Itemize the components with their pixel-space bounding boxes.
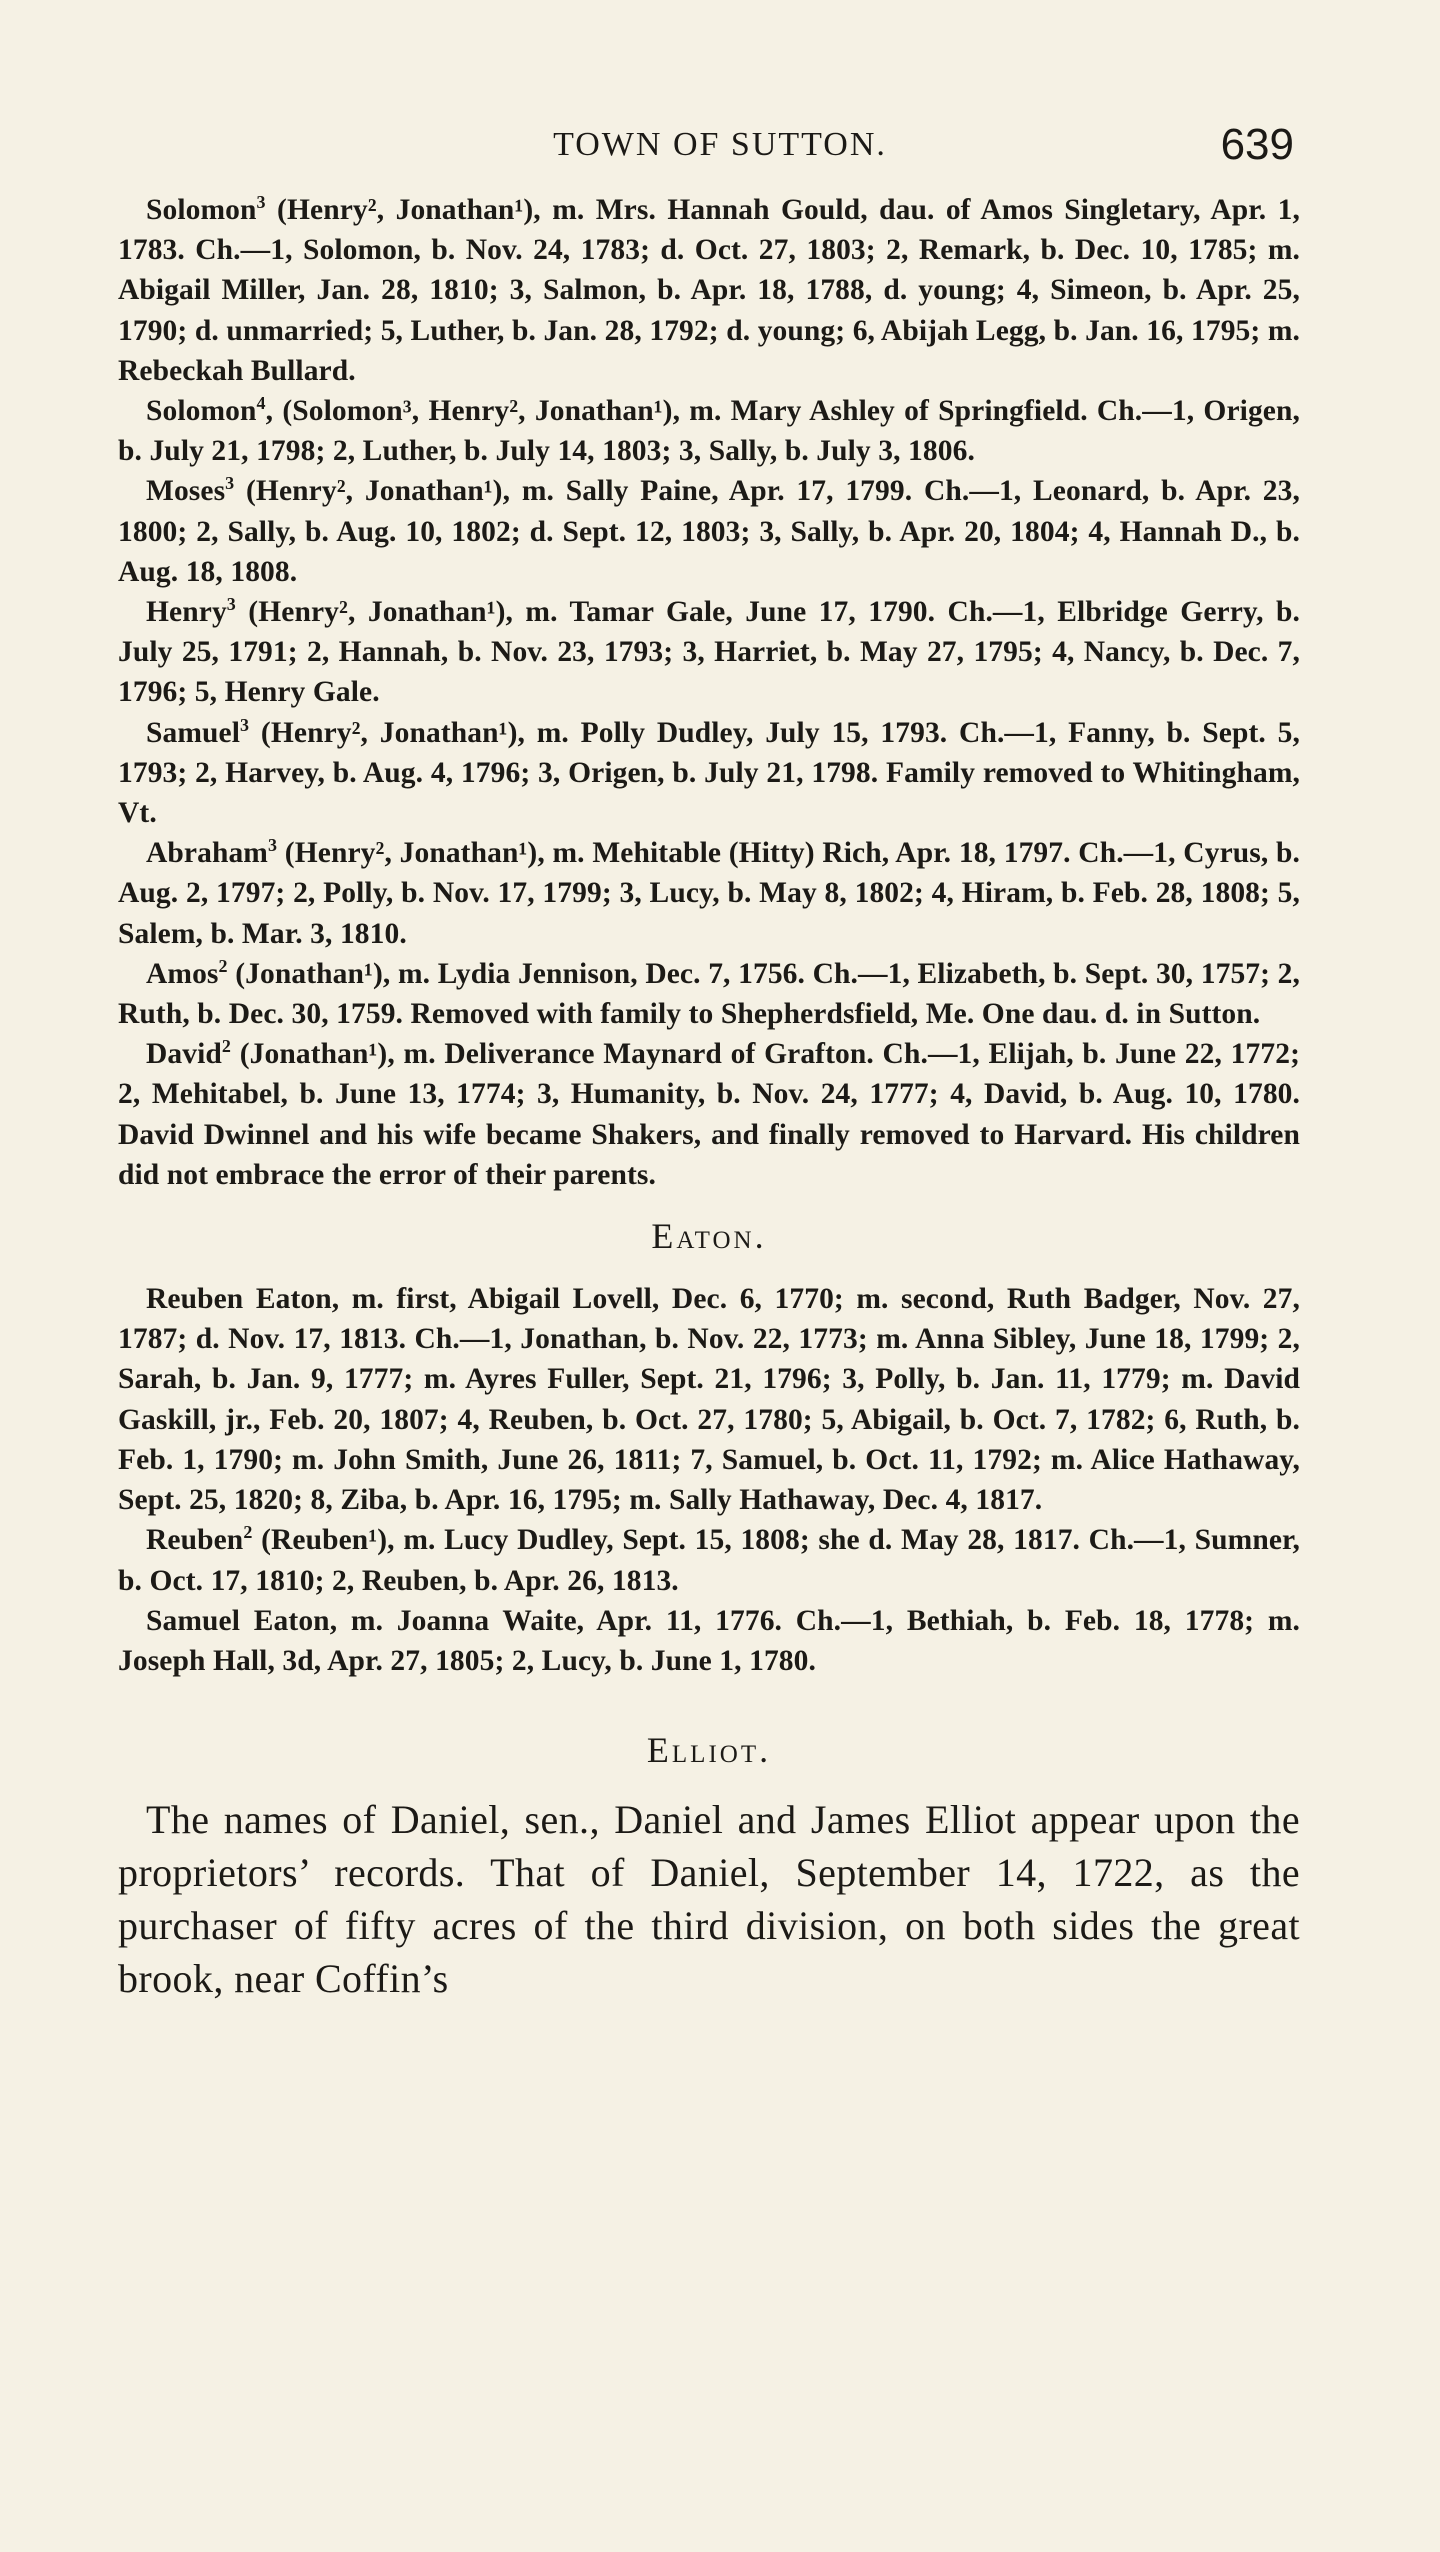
entry-name: Amos <box>146 957 219 990</box>
entry-text: , m. first, Abigail Lovell, Dec. 6, 1770; m. second, Ruth Badger, Nov. 27, 1787; d. Nov. 17, 1813. Ch.—1, Jonathan, b. Nov. 22, 1773; m. Anna Sibley, June 18, 1799; 2, Sarah, b. Jan. 9, 1777; m. Ayres Fuller, Sept. 21, 1796; 3, Polly, b. Jan. 11, 1779; m. David Gaskill, jr., Feb. 20, 1807; 4, Reuben, b. Oct. 27, 1780; 5, Abigail, b. Oct. 7, 1782; 6, Ruth, b. Feb. 1, 1790; m. John Smith, June 26, 1811; 7, Samuel, b. Oct. 11, 1792; m. Alice Hathaway, Sept. 25, 1820; 8, Ziba, b. Apr. 16, 1795; m. Sally Hathaway, Dec. 4, 1817. <box>118 1283 1300 1517</box>
page-body <box>118 190 1300 2005</box>
entry-name: Reuben Eaton <box>146 1283 332 1316</box>
entry-name: Reuben <box>146 1524 244 1557</box>
entry-name: Solomon <box>146 395 257 428</box>
genealogy-entry <box>118 954 1300 1034</box>
genealogy-entry <box>118 1601 1300 1681</box>
entry-name: David <box>146 1038 222 1071</box>
entry-name: Samuel <box>146 716 241 749</box>
page-header-title: TOWN OF SUTTON. <box>553 126 887 163</box>
genealogy-entry <box>118 713 1300 834</box>
entry-text: (Jonathan¹), m. Deliverance Maynard of Grafton. Ch.—1, Elijah, b. June 22, 1772; 2, Mehitabel, b. June 13, 1774; 3, Humanity, b. Nov. 24, 1777; 4, David, b. Aug. 10, 1780. David Dwinnel and his wife became Shakers, and finally removed to Harvard. His children did not embrace the error of their parents. <box>118 1038 1300 1191</box>
genealogy-entry <box>118 391 1300 471</box>
generation-number: 4 <box>256 393 266 414</box>
generation-number: 3 <box>226 594 236 615</box>
genealogy-entry <box>118 1034 1300 1195</box>
entry-text: (Henry², Jonathan¹), m. Polly Dudley, July 15, 1793. Ch.—1, Fanny, b. Sept. 5, 1793; 2, Harvey, b. Aug. 4, 1796; 3, Origen, b. July 21, 1798. Family removed to Whitingham, Vt. <box>118 716 1300 830</box>
entry-text: (Reuben¹), m. Lucy Dudley, Sept. 15, 1808; she d. May 28, 1817. Ch.—1, Sumner, b. Oct. 17, 1810; 2, Reuben, b. Apr. 26, 1813. <box>118 1524 1300 1597</box>
page-number: 639 <box>1220 120 1294 169</box>
entry-text: (Jonathan¹), m. Lydia Jennison, Dec. 7, 1756. Ch.—1, Elizabeth, b. Sept. 30, 1757; 2, Ruth, b. Dec. 30, 1759. Removed with family to Shepherdsfield, Me. One dau. d. in Sutton. <box>118 957 1300 1031</box>
genealogy-entry <box>118 190 1300 391</box>
generation-number: 3 <box>240 714 250 735</box>
entry-text: , m. Joanna Waite, Apr. 11, 1776. Ch.—1, Bethiah, b. Feb. 18, 1778; m. Joseph Hall, 3d, Apr. 27, 1805; 2, Lucy, b. June 1, 1780. <box>118 1604 1300 1677</box>
entry-text: , (Solomon³, Henry², Jonathan¹), m. Mary Ashley of Springfield. Ch.—1, Origen, b. July 21, 1798; 2, Luther, b. July 14, 1803; 3, Sally, b. July 3, 1806. <box>118 395 1300 468</box>
entry-text: (Henry², Jonathan¹), m. Tamar Gale, June 17, 1790. Ch.—1, Elbridge Gerry, b. July 25, 1791; 2, Hannah, b. Nov. 23, 1793; 3, Harriet, b. May 27, 1795; 4, Nancy, b. Dec. 7, 1796; 5, Henry Gale. <box>118 596 1300 709</box>
entry-text: (Henry², Jonathan¹), m. Mrs. Hannah Gould, dau. of Amos Singletary, Apr. 1, 1783. Ch.—1, Solomon, b. Nov. 24, 1783; d. Oct. 27, 1803; 2, Remark, b. Dec. 10, 1785; m. Abigail Miller, Jan. 28, 1810; 3, Salmon, b. Apr. 18, 1788, d. young; 4, Simeon, b. Apr. 25, 1790; d. unmarried; 5, Luther, b. Jan. 28, 1792; d. young; 6, Abijah Legg, b. Jan. 16, 1795; m. Rebeckah Bullard. <box>118 194 1300 387</box>
section-heading-elliot: Elliot. <box>646 1730 772 1771</box>
genealogy-entry <box>118 592 1300 713</box>
generation-number: 2 <box>243 1522 253 1543</box>
generation-number: 2 <box>221 1036 232 1057</box>
entry-name: Abraham <box>146 837 268 870</box>
generation-number: 3 <box>256 192 266 213</box>
generation-number: 3 <box>267 835 278 856</box>
entry-name: Samuel Eaton <box>146 1604 330 1637</box>
genealogy-entry <box>118 471 1300 592</box>
genealogy-entry <box>118 833 1300 954</box>
generation-number: 3 <box>225 473 235 494</box>
narrative-paragraph: The names of Daniel, sen., Daniel and James Elliot appear upon the proprietors’ records. That of Daniel, September 14, 1722, as the purchaser of fifty acres of the third division, on both sides the great brook, near Coffin’s <box>118 1797 1300 2002</box>
generation-number: 2 <box>218 956 228 977</box>
genealogy-entry <box>118 1279 1300 1520</box>
entry-text: (Henry², Jonathan¹), m. Sally Paine, Apr. 17, 1799. Ch.—1, Leonard, b. Apr. 23, 1800; 2, Sally, b. Aug. 10, 1802; d. Sept. 12, 1803; 3, Sally, b. Apr. 20, 1804; 4, Hannah D., b. Aug. 18, 1808. <box>118 475 1300 588</box>
genealogy-entry <box>118 1520 1300 1600</box>
entry-name: Solomon <box>146 194 257 226</box>
entry-name: Henry <box>146 596 227 629</box>
running-head <box>0 120 1440 180</box>
entry-name: Moses <box>146 475 226 508</box>
entry-text: (Henry², Jonathan¹), m. Mehitable (Hitty) Rich, Apr. 18, 1797. Ch.—1, Cyrus, b. Aug. 2, 1797; 2, Polly, b. Nov. 17, 1799; 3, Lucy, b. May 8, 1802; 4, Hiram, b. Feb. 28, 1808; 5, Salem, b. Mar. 3, 1810. <box>118 837 1300 950</box>
section-heading-eaton: Eaton. <box>651 1216 767 1257</box>
